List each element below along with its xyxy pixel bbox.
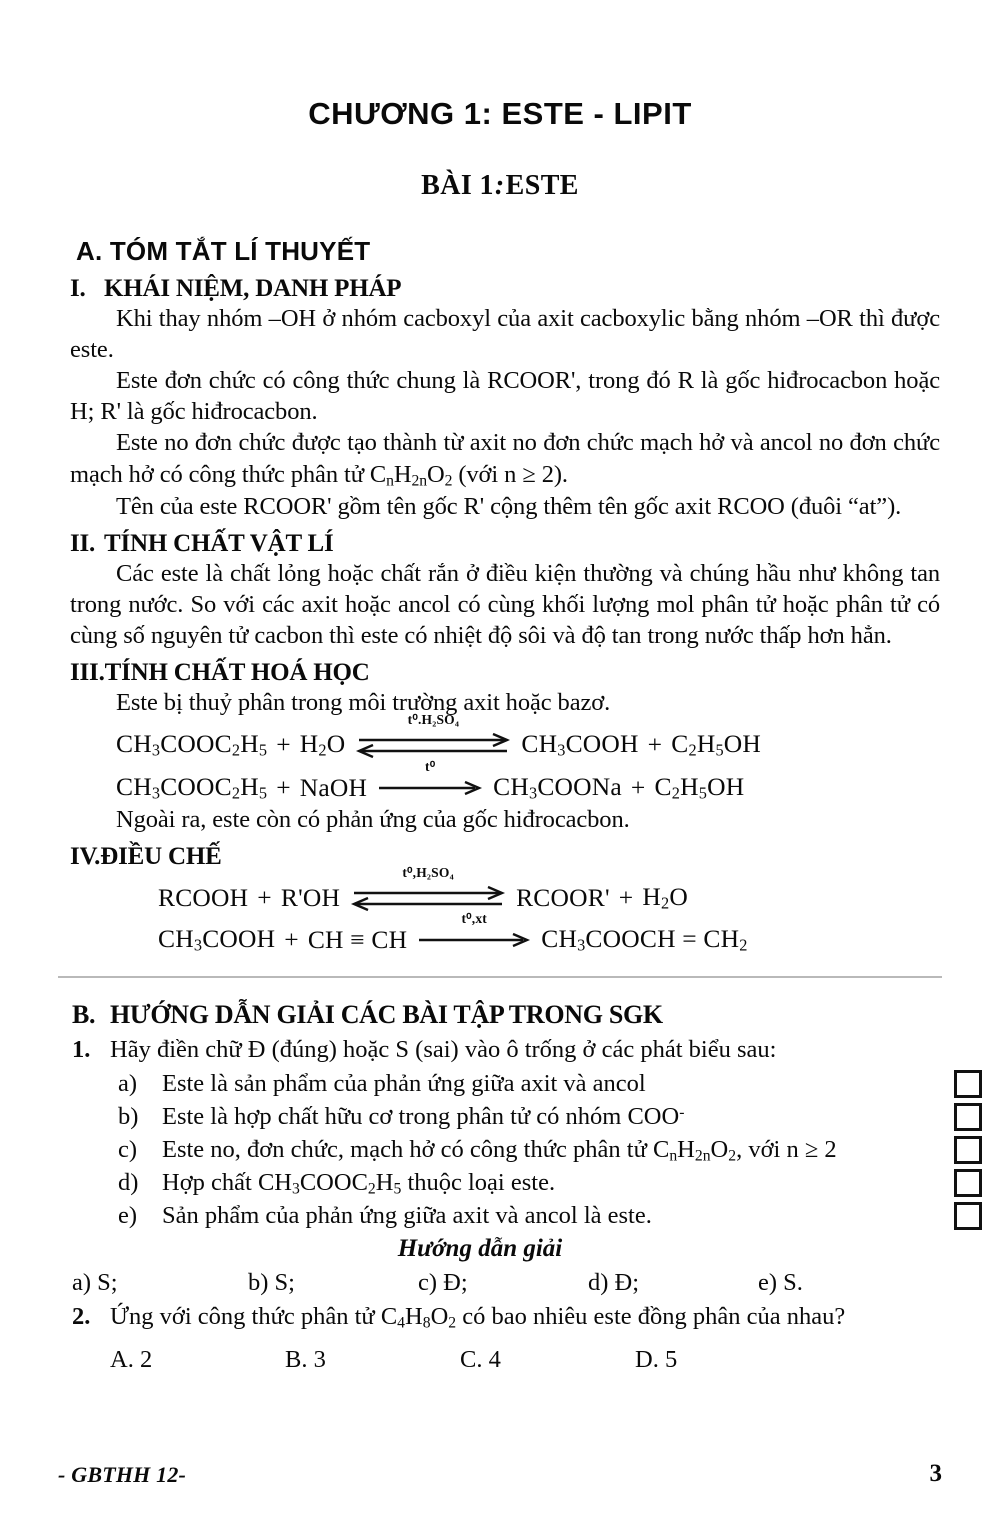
statement-c-text: Este no, đơn chức, mạch hở có công thức phân tử $C_nH_{2n}O_2$, với n ≥ 2 <box>162 1135 837 1165</box>
subsection-heading-iv <box>58 835 942 871</box>
eq1-reactant2: $H_2O$ <box>299 729 346 761</box>
statement-b <box>118 1101 942 1134</box>
answer-d: d) Đ; <box>588 1269 640 1297</box>
section-a-heading <box>58 202 942 267</box>
choice-b[interactable]: B. 3 <box>285 1346 326 1374</box>
eq3-condition: t⁰,H₂SO₄ <box>402 864 454 880</box>
question-2-number: 2. <box>72 1303 91 1331</box>
eq2-plus2: + <box>630 772 646 802</box>
eq2-reactant1: $CH_3COOC_2H_5$ <box>116 772 268 803</box>
eq1-reactant1: $CH_3COOC_2H_5$ <box>116 729 268 761</box>
choice-d[interactable]: D. 5 <box>635 1346 678 1374</box>
subsection-heading-iii <box>58 651 942 687</box>
statement-d-text: Hợp chất $CH_3COOC_2H_5$ thuộc loại este. <box>162 1169 556 1198</box>
question-1-number: 1. <box>72 1035 91 1063</box>
eq1-product1: $CH_3COOH$ <box>521 729 639 761</box>
question-1-prompt: Hãy điền chữ Đ (đúng) hoặc S (sai) vào ô trống ở các phát biểu sau: <box>110 1035 777 1063</box>
single-arrow-icon <box>415 911 533 950</box>
eq2-condition: t⁰ <box>425 758 436 774</box>
answer-row <box>58 1269 942 1297</box>
statement-e-label: e) <box>118 1202 138 1230</box>
statement-b-text: Este là hợp chất hữu cơ trong phân tử có nhóm COO- <box>162 1102 685 1130</box>
eq1-condition: t⁰.H₂SO₄ <box>407 712 460 728</box>
statement-e-text: Sản phẩm của phản ứng giữa axit và ancol là este. <box>162 1202 652 1230</box>
eq4-reactant2: CH ≡ CH <box>307 925 408 955</box>
section-a-label: A. <box>76 236 103 266</box>
subsection-numeral-i: I. <box>70 275 86 302</box>
paragraph-iii-outro: Ngoài ra, este còn có phản ứng của gốc hiđrocacbon. <box>116 805 630 833</box>
statement-d <box>118 1167 942 1200</box>
subsection-heading-ii <box>58 522 942 558</box>
equilibrium-arrow-icon <box>353 712 513 759</box>
choice-row <box>58 1346 942 1374</box>
lesson-title-separator: : <box>494 170 505 201</box>
statement-c <box>118 1134 942 1167</box>
statement-a <box>118 1068 942 1101</box>
equilibrium-arrow-icon <box>348 864 508 912</box>
statement-c-label: c) <box>118 1135 138 1163</box>
eq4-plus1: + <box>284 925 299 955</box>
equation-vinyl-acetate <box>58 911 942 956</box>
lesson-title <box>58 132 942 202</box>
checkbox-e[interactable] <box>954 1202 982 1230</box>
question-2-prompt: Ứng với công thức phân tử $C_4H_8O_2$ có bao nhiêu este đồng phân của nhau? <box>110 1303 846 1332</box>
footer-bookmark: - GBTHH 12- <box>58 1462 187 1487</box>
eq1-plus2: + <box>647 730 663 760</box>
lesson-title-prefix: BÀI 1 <box>421 170 494 201</box>
paragraph-i-1: Khi thay nhóm –OH ở nhóm cacboxyl của axit cacboxylic bằng nhóm –OR thì được este. <box>70 305 940 364</box>
eq3-product2: $H_2O$ <box>642 881 688 913</box>
equation-hydrolysis-acid <box>58 712 942 761</box>
paragraph-i-2: Este đơn chức có công thức chung là RCOOR', trong đó R là gốc hiđrocacbon hoặc H; R' là gốc hiđrocacbon. <box>70 367 940 426</box>
eq4-product1: $CH_3COOCH = CH_2$ <box>541 924 748 955</box>
equation-esterification <box>58 864 942 914</box>
paragraph-ii-1: Các este là chất lỏng hoặc chất rắn ở điều kiện thường và chúng hầu như không tan trong nước. So với các axit hoặc ancol có cùng khối lượng mol phân tử hoặc phân tử có cùng số nguyên tử cacbon thì este có nhiệt độ sôi và độ tan trong nước thấp hơn hẳn. <box>70 560 940 650</box>
eq2-product2: $C_2H_5OH$ <box>654 772 745 803</box>
statement-a-text: Este là sản phẩm của phản ứng giữa axit và ancol <box>162 1069 646 1097</box>
eq2-product1: $CH_3COONa$ <box>493 772 622 803</box>
eq1-plus1: + <box>276 730 291 760</box>
choice-a[interactable]: A. 2 <box>110 1346 153 1374</box>
chapter-title: CHƯƠNG 1: ESTE - LIPIT <box>308 96 692 131</box>
section-a-title: TÓM TẮT LÍ THUYẾT <box>109 236 371 266</box>
eq3-reactant2: R'OH <box>280 882 341 912</box>
checkbox-column <box>954 1070 982 1235</box>
section-b-label: B. <box>72 999 96 1029</box>
statement-e <box>118 1200 942 1233</box>
eq2-plus1: + <box>276 772 291 802</box>
lesson-title-suffix: ESTE <box>505 170 579 201</box>
checkbox-c[interactable] <box>954 1136 982 1164</box>
statement-a-label: a) <box>118 1069 138 1097</box>
paragraph-iii-intro: Este bị thuỷ phân trong môi trường axit hoặc bazơ. <box>116 689 611 717</box>
single-arrow-icon <box>375 758 485 798</box>
paragraph-i-4: Tên của este RCOOR' gồm tên gốc R' cộng thêm tên gốc axit RCOO (đuôi “at”). <box>116 492 902 520</box>
eq3-plus1: + <box>257 882 272 912</box>
answer-a: a) S; <box>72 1269 118 1297</box>
answer-c: c) Đ; <box>418 1269 468 1297</box>
answer-e: e) S. <box>758 1269 803 1297</box>
answer-b: b) S; <box>248 1269 295 1297</box>
section-b-heading <box>58 978 942 1030</box>
eq2-reactant2: NaOH <box>299 772 368 802</box>
section-b-title: HƯỚNG DẪN GIẢI CÁC BÀI TẬP TRONG SGK <box>110 999 663 1029</box>
eq3-product1: RCOOR' <box>516 882 610 912</box>
equation-hydrolysis-base <box>58 758 942 804</box>
question-1 <box>58 1034 942 1066</box>
eq1-product2: $C_2H_5OH$ <box>671 729 762 761</box>
solution-guide-heading: Hướng dẫn giải <box>397 1235 563 1263</box>
statement-list <box>58 1068 942 1234</box>
checkbox-b[interactable] <box>954 1103 982 1131</box>
eq4-reactant1: $CH_3COOH$ <box>158 924 276 955</box>
eq3-reactant1: RCOOH <box>158 882 249 912</box>
subsection-title-iv: ĐIỀU CHẾ <box>100 842 222 870</box>
subsection-title-i: KHÁI NIỆM, DANH PHÁP <box>104 275 402 302</box>
subsection-numeral-iv: IV. <box>70 842 101 870</box>
choice-c[interactable]: C. 4 <box>460 1346 501 1374</box>
subsection-title-ii: TÍNH CHẤT VẬT LÍ <box>104 530 334 558</box>
subsection-numeral-ii: II. <box>70 530 96 558</box>
paragraph-i-3: Este no đơn chức được tạo thành từ axit no đơn chức mạch hở và ancol no đơn chức mạch hở có công thức phân tử $C_nH_{2n}O_2$ (với n ≥ 2). <box>70 429 940 489</box>
eq4-condition: t⁰,xt <box>461 911 487 927</box>
subsection-title-iii: TÍNH CHẤT HOÁ HỌC <box>104 659 370 687</box>
checkbox-d[interactable] <box>954 1169 982 1197</box>
checkbox-a[interactable] <box>954 1070 982 1098</box>
footer-page-number: 3 <box>929 1460 942 1487</box>
statement-d-label: d) <box>118 1169 139 1197</box>
question-2 <box>58 1301 942 1334</box>
statement-b-label: b) <box>118 1102 139 1130</box>
subsection-heading-i <box>58 267 942 303</box>
eq3-plus2: + <box>618 882 634 912</box>
subsection-numeral-iii: III. <box>70 659 105 687</box>
page-footer <box>58 1460 942 1488</box>
